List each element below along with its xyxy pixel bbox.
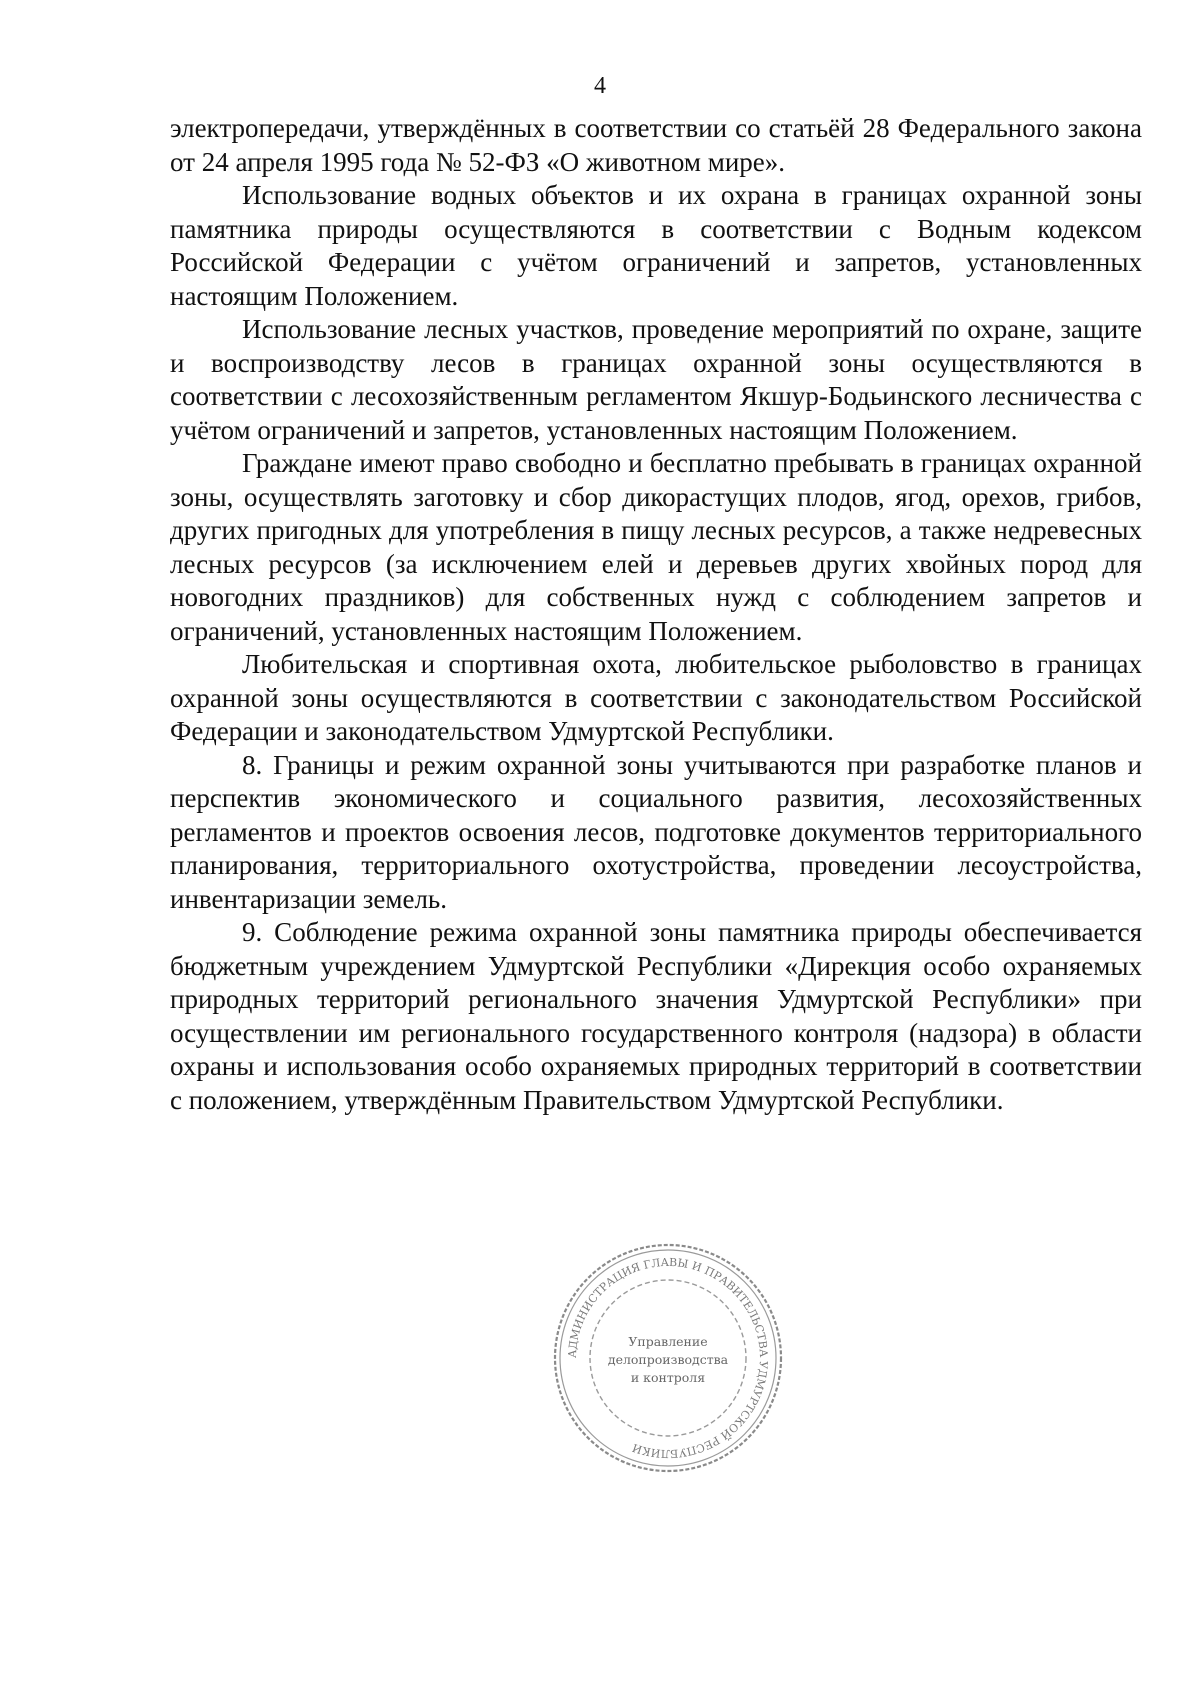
stamp-center-line-3: и контроля: [630, 1370, 706, 1385]
official-stamp: [548, 1238, 788, 1478]
paragraph-7: 9. Соблюдение режима охранной зоны памятника природы обеспечивается бюджетным учреждением Удмуртской Республики «Дирекция особо охраняемых природных территорий регионального значения Удмуртской Республики» при осуществлении им регионального государственного контроля (надзора) в области охраны и использования особо охраняемых природных территорий в соответствии с положением, утверждённым Правительством Удмуртской Республики.: [170, 917, 1142, 1115]
stamp-graphic: [548, 1238, 788, 1478]
paragraph-2: Использование водных объектов и их охрана в границах охранной зоны памятника природы осуществляются в соответствии с Водным кодексом Российской Федерации с учётом ограничений и запретов, установленных настоящим Положением.: [170, 180, 1142, 311]
paragraph-5: Любительская и спортивная охота, любительское рыболовство в границах охранной зоны осуществляются в соответствии с законодательством Российской Федерации и законодательством Удмуртской Республики.: [170, 649, 1142, 746]
document-body: [170, 112, 1142, 1117]
paragraph-1: электропередачи, утверждённых в соответствии со статьёй 28 Федерального закона от 24 апреля 1995 года № 52-ФЗ «О животном мире».: [170, 113, 1142, 177]
paragraph-3: Использование лесных участков, проведение мероприятий по охране, защите и воспроизводству лесов в границах охранной зоны осуществляются в соответствии с лесохозяйственным регламентом Якшур-Бодьинского лесничества с учётом ограничений и запретов, установленных настоящим Положением.: [170, 314, 1142, 445]
stamp-center-line-1: Управление: [628, 1334, 708, 1349]
stamp-center-line-2: делопроизводства: [607, 1352, 729, 1367]
paragraph-4: Граждане имеют право свободно и бесплатно пребывать в границах охранной зоны, осуществлять заготовку и сбор дикорастущих плодов, ягод, орехов, грибов, других пригодных для употребления в пищу лесных ресурсов, а также недревесных лесных ресурсов (за исключением елей и деревьев других хвойных пород для новогодних праздников) для собственных нужд с соблюдением запретов и ограничений, установленных настоящим Положением.: [170, 448, 1142, 646]
paragraph-6: 8. Границы и режим охранной зоны учитываются при разработке планов и перспектив экономического и социального развития, лесохозяйственных регламентов и проектов освоения лесов, подготовке документов территориального планирования, территориального охотустройства, проведении лесоустройства, инвентаризации земель.: [170, 749, 1142, 914]
page-number: 4: [594, 73, 606, 99]
stamp-ring-text: АДМИНИСТРАЦИЯ ГЛАВЫ И ПРАВИТЕЛЬСТВА УДМУРТСКОЙ РЕСПУБЛИКИ: [565, 1255, 771, 1461]
